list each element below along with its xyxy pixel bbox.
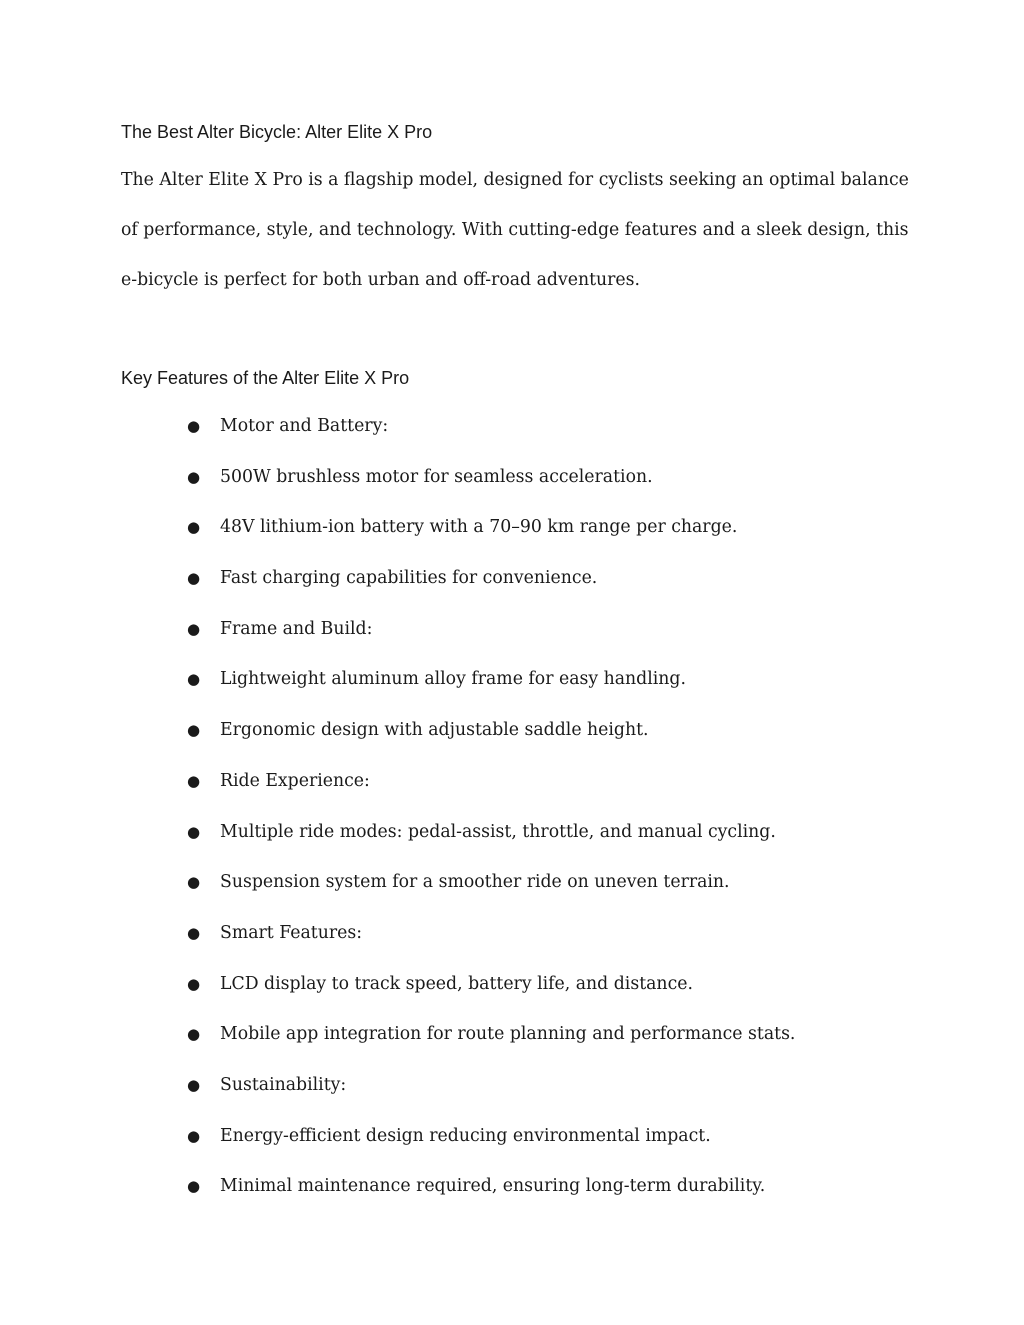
bullet-icon: ● [187, 518, 201, 537]
intro-paragraph: The Alter Elite X Pro is a flagship model, designed for cyclists seeking an optimal balance of performance, style, and technology. With cutting-edge features and a sleek design, this e-bicycle is perfect for both urban and off-road adventures. [121, 170, 909, 290]
bullet-icon: ● [187, 1025, 201, 1044]
bullet-icon: ● [187, 1126, 201, 1145]
bullet-icon: ● [187, 569, 201, 588]
bullet-icon: ● [187, 1177, 201, 1196]
list-item-text: Sustainability: [220, 1074, 347, 1095]
bullet-icon: ● [187, 771, 201, 790]
list-item-text: Mobile app integration for route planning and performance stats. [220, 1024, 796, 1045]
bullet-icon: ● [187, 721, 201, 740]
list-item-text: Lightweight aluminum alloy frame for easy handling. [220, 669, 686, 690]
bullet-icon: ● [187, 923, 201, 942]
bullet-icon: ● [187, 670, 201, 689]
bullet-icon: ● [187, 822, 201, 841]
list-item-text: 500W brushless motor for seamless acceleration. [220, 466, 653, 487]
list-item-text: Frame and Build: [220, 618, 373, 639]
bullet-icon: ● [187, 873, 201, 892]
list-item-text: Suspension system for a smoother ride on uneven terrain. [220, 872, 730, 893]
document-title: The Best Alter Bicycle: Alter Elite X Pro [121, 122, 433, 142]
features-heading: Key Features of the Alter Elite X Pro [121, 368, 410, 388]
bullet-icon: ● [187, 619, 201, 638]
list-item-text: Fast charging capabilities for convenience. [220, 568, 598, 589]
list-item-text: LCD display to track speed, battery life, and distance. [220, 973, 693, 994]
list-item-text: Energy-efficient design reducing environmental impact. [220, 1125, 711, 1146]
bullet-icon: ● [187, 974, 201, 993]
list-item-text: Ride Experience: [220, 770, 370, 791]
list-item-text: Motor and Battery: [220, 416, 389, 436]
list-item-text: Smart Features: [220, 922, 363, 943]
bullet-icon: ● [187, 1075, 201, 1094]
list-item-text: Multiple ride modes: pedal-assist, throttle, and manual cycling. [220, 821, 776, 842]
list-item-text: 48V lithium-ion battery with a 70–90 km range per charge. [220, 517, 738, 538]
bullet-icon: ● [187, 417, 201, 435]
list-item-text: Minimal maintenance required, ensuring long-term durability. [220, 1176, 766, 1197]
list-item-text: Ergonomic design with adjustable saddle height. [220, 720, 649, 741]
bullet-icon: ● [187, 467, 201, 486]
